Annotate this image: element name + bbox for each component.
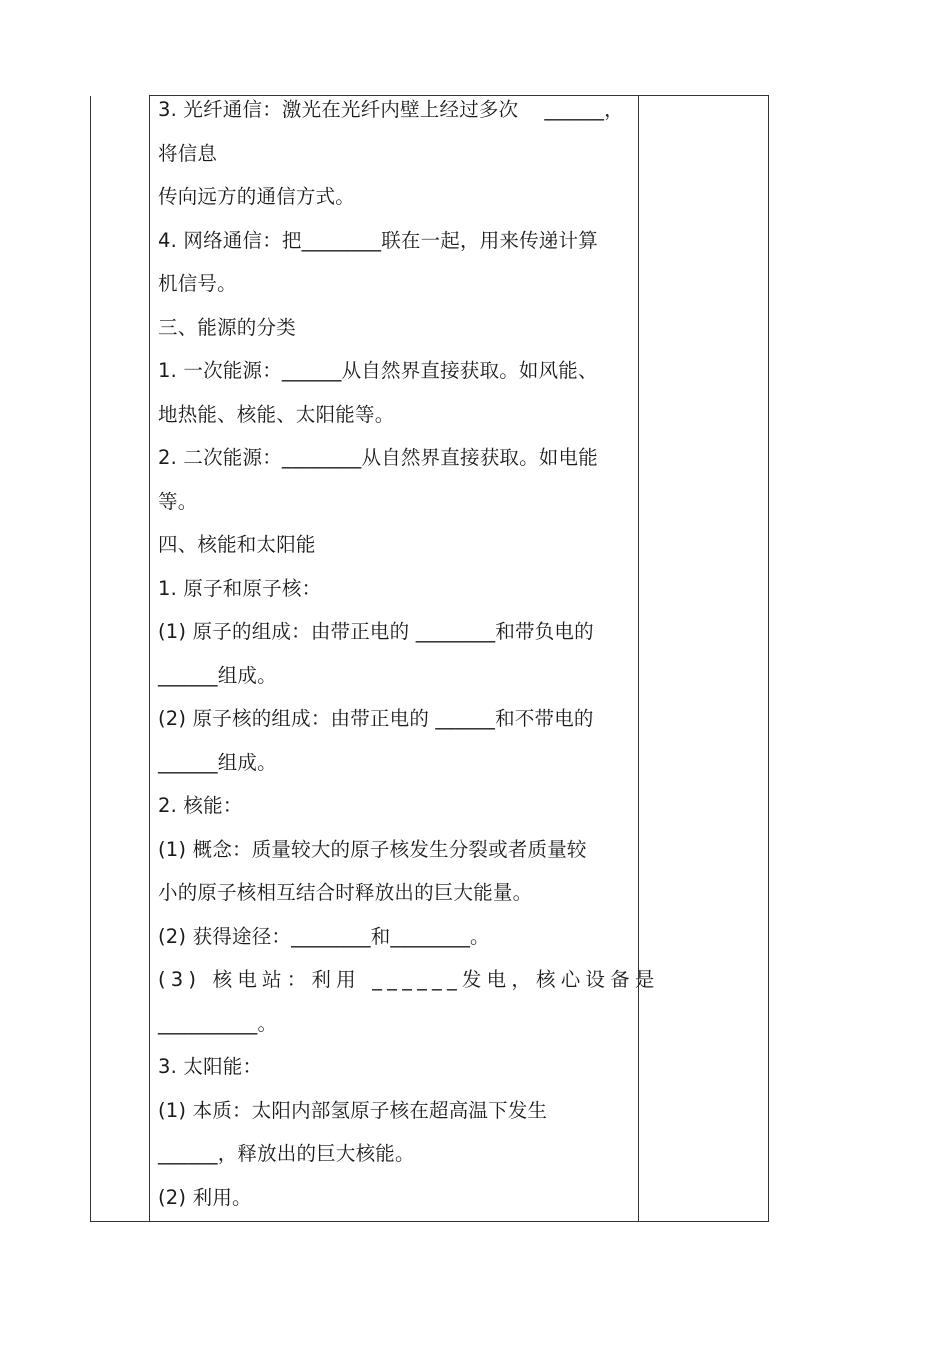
text-line: 等。	[158, 489, 198, 513]
left-column-cell	[91, 96, 150, 1222]
text-line: 1. 原子和原子核：	[158, 576, 322, 600]
text-line: 机信号。	[158, 272, 237, 295]
text-line: 传向远方的通信方式。	[158, 185, 356, 208]
text-line: 2. 二次能源：________从自然界直接获取。如电能	[158, 446, 598, 469]
text-line: 4. 网络通信：把________联在一起，用来传递计算	[158, 228, 598, 252]
worksheet-table	[90, 95, 769, 1222]
text-line: 3. 太阳能：	[158, 1055, 263, 1078]
text-line: 小的原子核相互结合时释放出的巨大能量。	[158, 881, 533, 904]
text-line: (1) 原子的组成：由带正电的 ________和带负电的	[158, 620, 594, 643]
section-heading: 三、能源的分类	[158, 315, 296, 339]
text-line: ______，释放出的巨大核能。	[158, 1142, 415, 1165]
text-line: (1) 本质：太阳内部氢原子核在超高温下发生	[158, 1098, 548, 1122]
text-line: (2) 原子核的组成：由带正电的 ______和不带电的	[158, 707, 594, 730]
text-line: 3. 光纤通信：激光在光纤内壁上经过多次 ______，	[158, 98, 624, 121]
section-heading: 四、核能和太阳能	[158, 533, 316, 556]
text-line: (2) 获得途径：________和________。	[158, 924, 490, 948]
text-line: 1. 一次能源：______从自然界直接获取。如风能、	[158, 359, 598, 382]
text-line: 地热能、核能、太阳能等。	[158, 402, 395, 426]
text-line: (3) 核电站：利用 ______发电，核心设备是	[158, 968, 660, 991]
text-line: ______组成。	[158, 750, 277, 774]
text-line: 2. 核能：	[158, 794, 243, 817]
content-column-cell	[150, 96, 660, 1222]
text-line: (1) 概念：质量较大的原子核发生分裂或者质量较	[158, 837, 587, 861]
text-line: (2) 利用。	[158, 1185, 252, 1209]
text-line: __________。	[158, 1011, 278, 1035]
text-line: 将信息	[158, 141, 218, 165]
worksheet-content	[150, 88, 660, 1219]
right-column-cell	[639, 96, 769, 1222]
text-line: ______组成。	[158, 663, 277, 687]
